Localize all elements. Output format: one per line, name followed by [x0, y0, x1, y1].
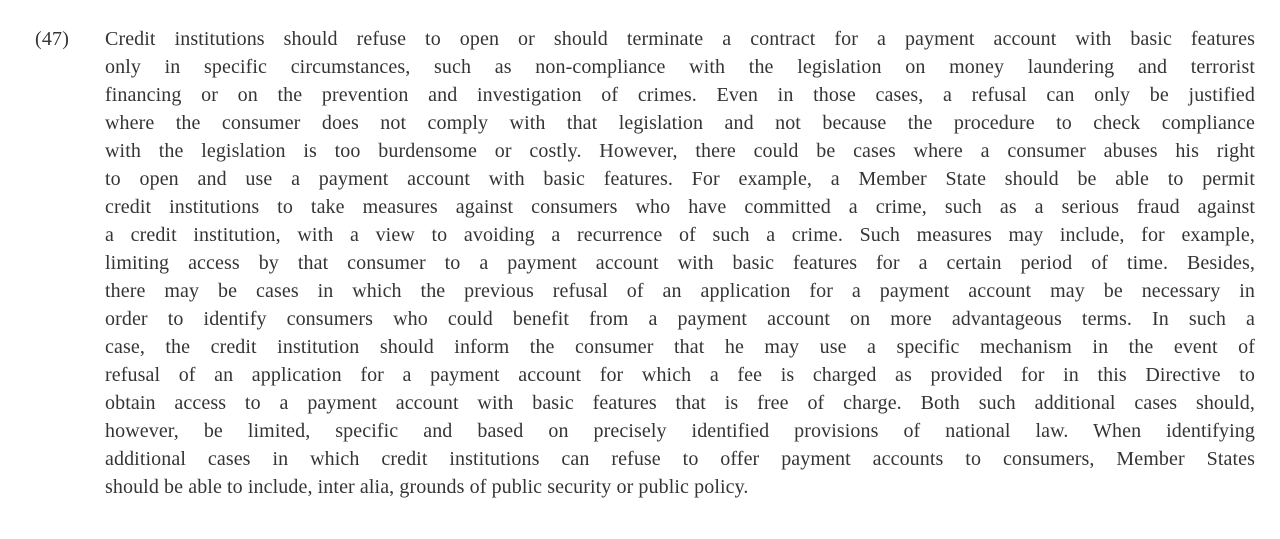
text-line: refusal of an application for a payment account for which a fee is charged as provided for in this Directive to: [105, 364, 1255, 386]
text-line: however, be limited, specific and based on precisely identified provisions of national law. When identifying: [105, 420, 1255, 442]
paragraph-body: [105, 25, 1255, 501]
text-line: additional cases in which credit institutions can refuse to offer payment accounts to consumers, Member States: [105, 448, 1255, 470]
text-line: financing or on the prevention and investigation of crimes. Even in those cases, a refusal can only be justified: [105, 84, 1255, 106]
text-line: Credit institutions should refuse to open or should terminate a contract for a payment account with basic features: [105, 28, 1255, 50]
text-line: a credit institution, with a view to avoiding a recurrence of such a crime. Such measures may include, for example,: [105, 224, 1255, 246]
text-line: there may be cases in which the previous refusal of an application for a payment account may be necessary in: [105, 280, 1255, 302]
text-line: only in specific circumstances, such as non-compliance with the legislation on money laundering and terrorist: [105, 56, 1255, 78]
text-line: limiting access by that consumer to a payment account with basic features for a certain period of time. Besides,: [105, 252, 1255, 274]
text-line: case, the credit institution should inform the consumer that he may use a specific mechanism in the event of: [105, 336, 1255, 358]
paragraph-number: (47): [35, 28, 70, 50]
text-line: credit institutions to take measures against consumers who have committed a crime, such as a serious fraud against: [105, 196, 1255, 218]
text-line: order to identify consumers who could benefit from a payment account on more advantageous terms. In such a: [105, 308, 1255, 330]
text-line: with the legislation is too burdensome or costly. However, there could be cases where a consumer abuses his right: [105, 140, 1255, 162]
text-line: to open and use a payment account with basic features. For example, a Member State should be able to permit: [105, 168, 1255, 190]
text-line: should be able to include, inter alia, grounds of public security or public policy.: [105, 476, 749, 498]
text-line: obtain access to a payment account with basic features that is free of charge. Both such additional cases should,: [105, 392, 1255, 414]
text-line: where the consumer does not comply with that legislation and not because the procedure to check compliance: [105, 112, 1255, 134]
